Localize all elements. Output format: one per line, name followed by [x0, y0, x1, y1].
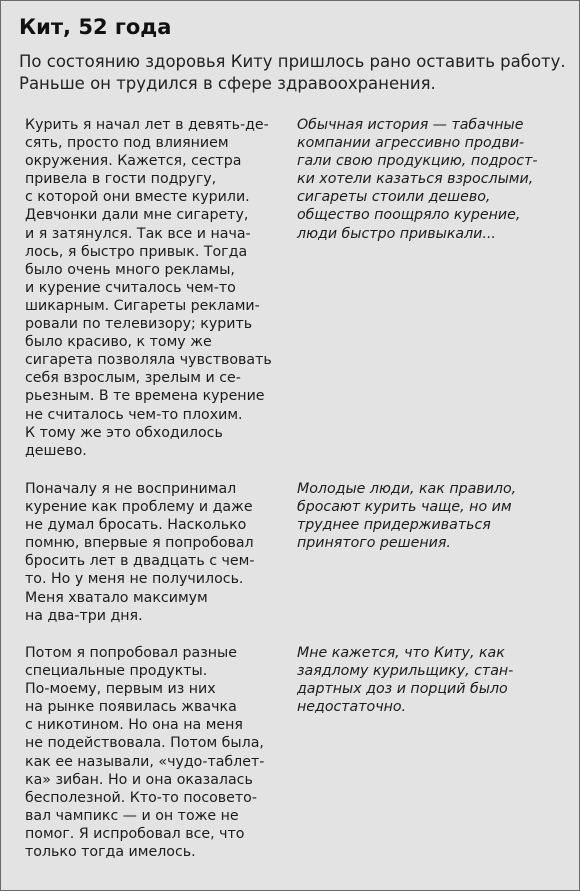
story-line: с никотином. Но она на меня [25, 717, 243, 734]
story-line: Потом я попробовал разные [25, 645, 237, 661]
story-line: Меня хватало максимум [25, 589, 208, 606]
story-line: ровали по телевизору; курить [25, 316, 253, 333]
story-line: курение как проблему и даже [25, 499, 253, 516]
story-line: то. Но у меня не получилось. [25, 571, 244, 588]
story-line: не думал бросать. Насколько [25, 517, 247, 534]
story-line: и я затянулся. Так все и нача- [25, 225, 251, 242]
story-line: специальные продукты. [25, 663, 208, 680]
story-line: как ее называли, «чудо-таблет- [25, 753, 265, 770]
comment-line: компании агрессивно продви- [297, 135, 525, 152]
story-line: было очень много рекламы, [25, 261, 235, 278]
commentary-text [297, 116, 559, 243]
story-line: лось, я быстро привык. Тогда [25, 243, 248, 260]
story-text [25, 116, 287, 460]
story-line: сигарета позволяла чувствовать [25, 352, 272, 369]
story-line: только тогда имелось. [25, 844, 196, 861]
story-line: помог. Я испробовал все, что [25, 825, 245, 842]
story-line: не подействовала. Потом была, [25, 735, 264, 752]
story-line: ка» зибан. Но и она оказалась [25, 771, 253, 788]
comment-line: люди быстро привыкали... [297, 225, 496, 242]
story-line: Курить я начал лет в девять-де- [25, 117, 269, 133]
comment-line: бросают курить чаще, но им [297, 499, 512, 516]
story-line: К тому же это обходилось [25, 424, 223, 441]
story-line: По-моему, первым из них [25, 681, 216, 698]
comment-line: Обычная история — табачные [297, 117, 524, 133]
story-line: привела в гости подругу, [25, 171, 217, 188]
story-line: бросить лет в двадцать с чем- [25, 553, 255, 570]
story-line: дешево. [25, 442, 87, 459]
comment-line: недостаточно. [297, 699, 407, 716]
story-line: вал чампикс — и он тоже не [25, 807, 239, 824]
comment-line: гали свою продукцию, подрост- [297, 153, 538, 170]
story-line: рьезным. В те времена курение [25, 388, 265, 405]
comment-line: заядлому курильщику, стан- [297, 663, 514, 680]
intro-text [19, 51, 567, 95]
comment-line: принятого решения. [297, 535, 451, 552]
commentary-text [297, 644, 559, 716]
commentary-text [297, 480, 559, 552]
story-line: окружения. Кажется, сестра [25, 153, 242, 170]
story-line: сять, просто под влиянием [25, 135, 229, 152]
comment-line: сигареты стоили дешево, [297, 189, 491, 206]
story-line: себя взрослым, зрелым и се- [25, 370, 241, 387]
header [19, 13, 567, 95]
story-line: на рынке появилась жвачка [25, 699, 237, 716]
intro-line: По состоянию здоровья Киту пришлось рано оставить работу. [19, 52, 566, 71]
story-line: Девчонки дали мне сигарету, [25, 207, 249, 224]
page-title: Кит, 52 года [19, 15, 172, 39]
story-text [25, 644, 287, 861]
story-line: бесполезной. Кто-то посовето- [25, 789, 257, 806]
story-line: на два-три дня. [25, 607, 143, 624]
intro-line: Раньше он трудился в сфере здравоохранения. [19, 74, 436, 93]
story-line: с которой они вместе курили. [25, 189, 250, 206]
comment-line: Молодые люди, как правило, [297, 481, 517, 497]
story-line: было красиво, к тому же [25, 334, 212, 351]
comment-line: ки хотели казаться взрослыми, [297, 171, 534, 188]
comment-line: дартных доз и порций было [297, 681, 508, 698]
story-line: не считалось чем-то плохим. [25, 406, 243, 423]
story-line: Поначалу я не воспринимал [25, 481, 237, 497]
story-line: шикарным. Сигареты реклами- [25, 297, 260, 314]
comment-line: Мне кажется, что Киту, как [297, 645, 505, 661]
story-line: помню, впервые я попробовал [25, 535, 254, 552]
comment-line: труднее придерживаться [297, 517, 491, 534]
story-text [25, 480, 287, 625]
story-line: и курение считалось чем-то [25, 279, 236, 296]
comment-line: общество поощряло курение, [297, 207, 521, 224]
